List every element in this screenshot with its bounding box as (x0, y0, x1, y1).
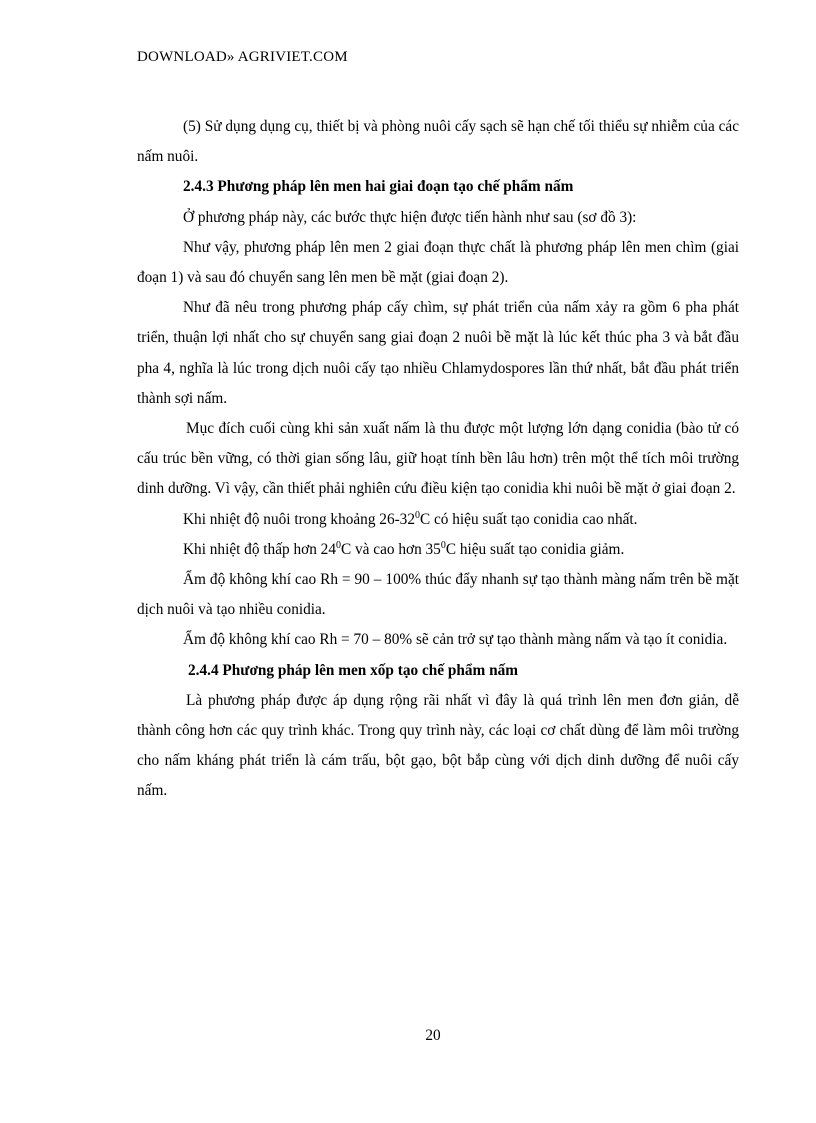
section-heading-2-4-4: 2.4.4 Phương pháp lên men xốp tạo chế phẩm nấm (188, 661, 519, 679)
paragraph-conidia-goal: Mục đích cuối cùng khi sản xuất nấm là thu được một lượng lớn dạng conidia (bào tử có cấu trúc bền vững, có thời gian sống lâu, giữ hoạt tính bền lâu hơn) trên một thể tích môi trường dinh dưỡng. Vì vậy, cần thiết phải nghiên cứu điều kiện tạo conidia khi nuôi bề mặt ở giai đoạn 2. (137, 420, 739, 498)
paragraph-temperature-range (137, 535, 739, 565)
page-content (137, 112, 739, 807)
paragraph-growth-phases: Như đã nêu trong phương pháp cấy chìm, sự phát triển của nấm xảy ra gồm 6 pha phát triển, thuận lợi nhất cho sự chuyển sang giai đoạn 2 nuôi bề mặt là lúc kết thúc pha 3 và bắt đầu pha 4, nghĩa là lúc trong dịch nuôi cấy tạo nhiều Chlamydospores lần thứ nhất, bắt đầu phát triển thành sợi nấm. (137, 299, 739, 407)
section-heading-2-4-3: 2.4.3 Phương pháp lên men hai giai đoạn tạo chế phẩm nấm (183, 178, 574, 196)
degree-superscript: 0 (335, 539, 341, 551)
temperature-range-text-c: C hiệu suất tạo conidia giảm. (445, 540, 625, 558)
page-header: DOWNLOAD» AGRIVIET.COM (137, 49, 348, 65)
degree-superscript: 0 (414, 509, 420, 521)
paragraph-humidity-high: Ẩm độ không khí cao Rh = 90 – 100% thúc đẩy nhanh sự tạo thành màng nấm trên bề mặt dịch nuôi và tạo nhiều conidia. (137, 571, 739, 619)
temperature-range-text-b: C và cao hơn 35 (340, 540, 441, 558)
degree-superscript: 0 (440, 539, 446, 551)
paragraph-temperature-optimal (137, 505, 739, 535)
temperature-optimal-text-a: Khi nhiệt độ nuôi trong khoảng 26-32 (183, 510, 415, 528)
paragraph-intro-steps: Ở phương pháp này, các bước thực hiện được tiến hành như sau (sơ đồ 3): (183, 208, 637, 226)
page-number: 20 (425, 1027, 441, 1044)
paragraph-humidity-low: Ẩm độ không khí cao Rh = 70 – 80% sẽ cản trở sự tạo thành màng nấm và tạo ít conidia. (183, 631, 728, 649)
temperature-range-text-a: Khi nhiệt độ thấp hơn 24 (183, 540, 336, 558)
paragraph-two-stage-summary: Như vậy, phương pháp lên men 2 giai đoạn thực chất là phương pháp lên men chìm (giai đoạn 1) và sau đó chuyển sang lên men bề mặt (giai đoạn 2). (137, 238, 739, 287)
temperature-optimal-text-b: C có hiệu suất tạo conidia cao nhất. (419, 510, 638, 528)
paragraph-porous-method: Là phương pháp được áp dụng rộng rãi nhất vì đây là quá trình lên men đơn giản, dễ thành công hơn các quy trình khác. Trong quy trình này, các loại cơ chất dùng để làm môi trường cho nấm kháng phát triển là cám trấu, bột gạo, bột bắp cùng với dịch dinh dưỡng để nuôi cấy nấm. (137, 691, 739, 800)
paragraph-item-5: (5) Sử dụng dụng cụ, thiết bị và phòng nuôi cấy sạch sẽ hạn chế tối thiểu sự nhiễm của các nấm nuôi. (137, 118, 739, 166)
